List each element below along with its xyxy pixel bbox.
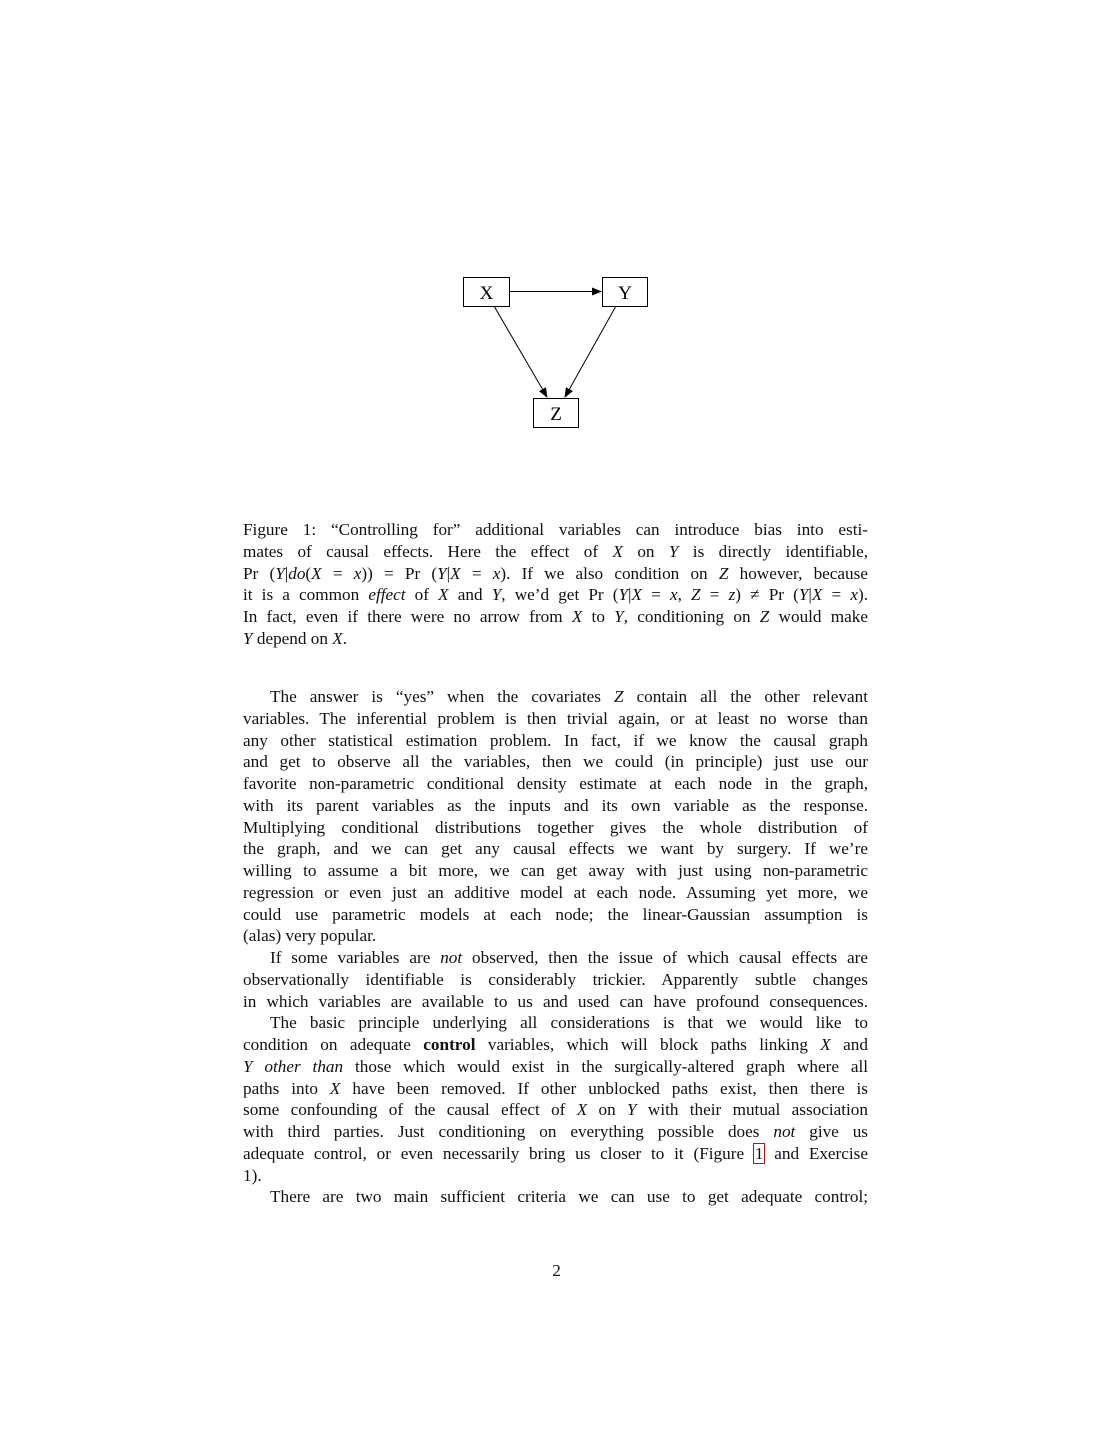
italic-text: effect [368,585,406,605]
text-run: to [582,607,615,626]
text-run: )) = Pr ( [361,563,438,583]
paragraph-line [243,969,868,991]
text-run: The answer is “yes” when the covariates [270,687,614,706]
paragraph-line [243,904,868,926]
paragraph-line [243,860,868,882]
text-run: | [628,585,632,605]
text-run: 1). [243,1165,262,1185]
text-run: The basic principle underlying all considerations is that we would like to [270,1013,868,1033]
paragraph-line [243,1012,868,1034]
edge-y-to-z [565,306,616,397]
text-run: the graph, and we can get any causal effects we want by surgery. If we’re [243,839,868,859]
italic-text: X [332,628,343,648]
page-number: 2 [552,1261,561,1280]
text-run: ). If we also condition on [500,563,719,583]
italic-text: X [311,563,322,583]
text-run: = [700,585,729,605]
text-run: | [284,563,289,583]
text-run: with their mutual association [636,1100,868,1120]
text-run [253,1057,265,1076]
paragraph-line [243,795,868,817]
text-run: have been removed. If other unblocked paths exist, then there is [340,1078,868,1098]
text-run: of [405,585,439,605]
paragraph-line [243,1186,868,1208]
italic-text: Y [627,1100,637,1120]
italic-text: Y [798,585,809,605]
text-run: is directly identifiable, [678,541,869,561]
italic-text: X [820,1035,831,1054]
node-y-label: Y [618,283,632,304]
italic-text: X [631,585,642,605]
text-run: willing to assume a bit more, we can get away with just using non-parametric [243,861,868,880]
text-run: variables. The inferential problem is then trivial again, or at least no worse than [243,708,868,728]
node-z [534,399,579,428]
italic-text: x [353,563,362,583]
caption-line [243,563,868,585]
text-run: in which variables are available to us and used can have profound consequences. [243,991,868,1011]
text-run: those which would exist in the surgically-altered graph where all [343,1056,869,1076]
text-run: paths into [243,1078,330,1098]
italic-text: x [669,585,678,605]
causal-graph-figure [0,0,1113,460]
node-x-label: X [479,283,494,304]
caption-line [243,628,868,650]
body-text [243,686,868,1208]
text-run: depend on [252,628,333,648]
italic-text: other than [264,1056,344,1076]
text-run: and Exercise [764,1143,868,1163]
paragraph-line [243,1056,868,1078]
text-run: on [587,1100,628,1120]
italic-text: not [440,948,463,967]
italic-text: X [811,585,823,605]
italic-text: do [288,563,306,583]
text-run: , conditioning on [623,607,760,626]
italic-text: Y [491,585,502,605]
text-run: and [830,1035,868,1054]
paragraph-line [243,882,868,904]
text-run: and get to observe all the variables, then we could (in principle) just use our [243,752,868,772]
paragraph-line [243,1034,868,1056]
italic-text: X [576,1100,588,1120]
bold-term: control [423,1035,476,1054]
text-run: condition on adequate [243,1035,424,1054]
text-run: = [321,563,354,583]
text-run: , [677,585,692,605]
node-x [464,278,510,307]
text-run: contain all the other relevant [623,687,868,706]
italic-text: X [438,585,449,605]
paragraph-line [243,925,868,947]
italic-text: Y [618,585,629,605]
text-run: ( [305,563,312,583]
text-run: ) ≠ Pr ( [735,585,799,605]
italic-text: Z [718,563,729,583]
caption-line [243,584,868,606]
node-y [603,278,648,307]
paragraph-line [243,947,868,969]
paragraph-line [243,1121,868,1143]
italic-text: not [773,1122,796,1141]
italic-text: Y [243,628,253,648]
italic-text: Z [759,607,770,626]
text-run: some confounding of the causal effect of [243,1100,577,1120]
text-run: observed, then the issue of which causal effects are [462,948,868,967]
caption-line [243,606,868,628]
paragraph-line [243,1099,868,1121]
paragraph-line [243,991,868,1013]
text-run: could use parametric models at each node; the linear-Gaussian assumption is [243,904,868,924]
text-run: In fact, even if there were no arrow from [243,607,572,626]
italic-text: Y [614,607,624,626]
caption-line [243,541,868,563]
text-run: = [822,585,851,605]
caption-line [243,519,868,541]
text-run: adequate control, or even necessarily bring us closer to it (Figure [243,1143,754,1163]
figure-caption [243,519,868,650]
italic-text: Z [613,687,624,706]
paragraph-line [243,838,868,860]
paragraph-line [243,773,868,795]
text-run: | [808,585,812,605]
text-run: . [342,628,348,648]
paragraph-line [243,686,868,708]
paragraph-line [243,1165,868,1187]
italic-text: X [612,541,623,561]
italic-text: Z [691,585,701,605]
text-run: mates of causal effects. Here the effect of [243,541,613,561]
paragraph-line [243,1143,868,1165]
text-run: , we’d get Pr ( [501,585,619,605]
italic-text: X [571,607,583,626]
paragraph-line [243,751,868,773]
italic-text: x [850,585,858,605]
text-run: Pr ( [243,563,276,583]
text-run: and [448,585,492,605]
node-z-label: Z [550,404,562,425]
edge-x-to-z [494,306,547,397]
italic-text: Y [437,563,447,583]
figure-ref-link[interactable]: 1 [754,1143,764,1163]
text-run: observationally identifiable is considerably trickier. Apparently subtle changes [243,969,868,989]
italic-text: Y [243,1056,253,1076]
italic-text: Y [275,563,285,583]
text-run: would make [769,607,868,626]
text-run: with its parent variables as the inputs and its own variable as the response. [243,795,868,815]
paragraph-line [243,730,868,752]
text-run: If some variables are [270,948,441,967]
text-run: (alas) very popular. [243,926,377,946]
paragraph-line [243,708,868,730]
text-run: There are two main sufficient criteria we can use to get adequate control; [270,1187,868,1207]
italic-text: X [450,563,461,583]
text-run: on [622,541,669,561]
text-run: any other statistical estimation problem. In fact, if we know the causal graph [243,730,868,750]
italic-text: z [728,585,736,605]
text-run: it is a common [243,585,369,605]
text-run: = [460,563,493,583]
text-run: however, because [728,563,868,583]
text-run: ). [857,585,868,605]
text-run: Multiplying conditional distributions together gives the whole distribution of [243,817,868,837]
text-run: variables, which will block paths linking [475,1035,821,1054]
text-run: regression or even just an additive model at each node. Assuming yet more, we [243,882,868,902]
text-run: = [642,585,670,605]
italic-text: x [492,563,501,583]
italic-text: Y [668,541,679,561]
paragraph-line [243,817,868,839]
text-run: give us [795,1122,868,1141]
text-run: Figure 1: “Controlling for” additional variables can introduce bias into esti- [243,520,868,539]
text-run: with third parties. Just conditioning on everything possible does [243,1122,774,1141]
text-run: | [446,563,451,583]
text-run: favorite non-parametric conditional density estimate at each node in the graph, [243,774,868,793]
italic-text: X [329,1078,341,1098]
paragraph-line [243,1078,868,1100]
